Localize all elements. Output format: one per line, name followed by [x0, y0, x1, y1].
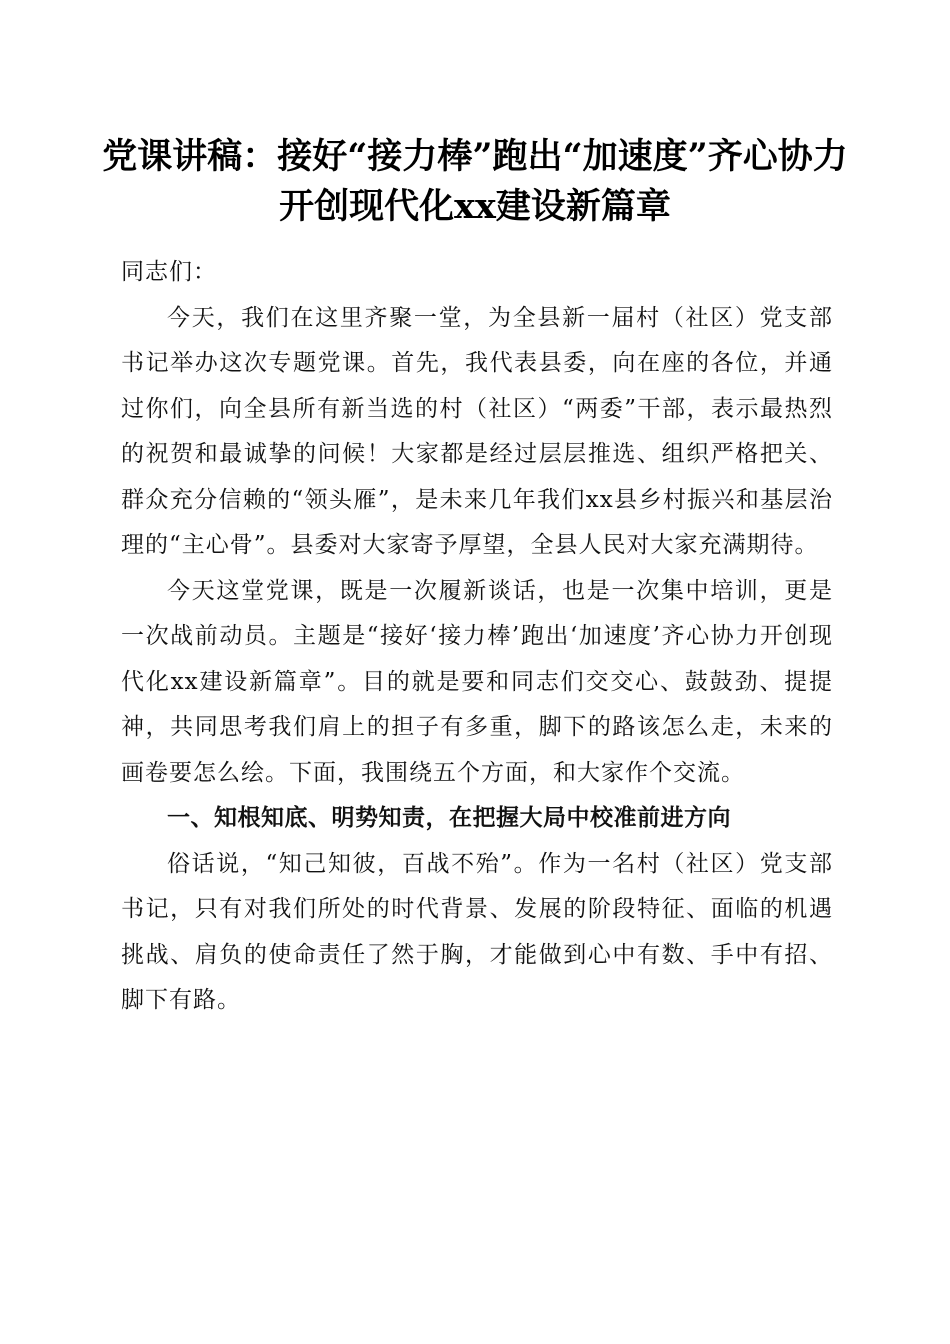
salutation: 同志们： [121, 259, 217, 285]
paragraph-theme: 今天这堂党课，既是一次履新谈话，也是一次集中培训，更是一次战前动员。主题是“接好‘接力棒’跑出‘加速度’齐心协力开创现代化xx建设新篇章”。目的就是要和同志们交交心、鼓鼓劲、提提神，共同思考我们肩上的担子有多重，脚下的路该怎么走，未来的画卷要怎么绘。下面，我围绕五个方面，和大家作个交流。 [121, 577, 833, 786]
section-heading: 一、知根知底、明势知责，在把握大局中校准前进方向 [167, 805, 731, 831]
paragraph-opening: 今天，我们在这里齐聚一堂，为全县新一届村（社区）党支部书记举办这次专题党课。首先，我代表县委，向在座的各位，并通过你们，向全县所有新当选的村（社区）“两委”干部，表示最热烈的祝贺和最诚挚的问候！大家都是经过层层推选、组织严格把关、群众充分信赖的“领头雁”，是未来几年我们xx县乡村振兴和基层治理的“主心骨”。县委对大家寄予厚望，全县人民对大家充满期待。 [121, 304, 833, 558]
paragraph-section-one: 俗话说，“知己知彼，百战不殆”。作为一名村（社区）党支部书记，只有对我们所处的时代背景、发展的阶段特征、面临的机遇挑战、肩负的使命责任了然于胸，才能做到心中有数、手中有招、脚下有路。 [121, 850, 833, 1013]
document-title: 党课讲稿：接好“接力棒”跑出“加速度”齐心协力开创现代化xx建设新篇章 [102, 136, 848, 227]
document-body [121, 250, 833, 1024]
